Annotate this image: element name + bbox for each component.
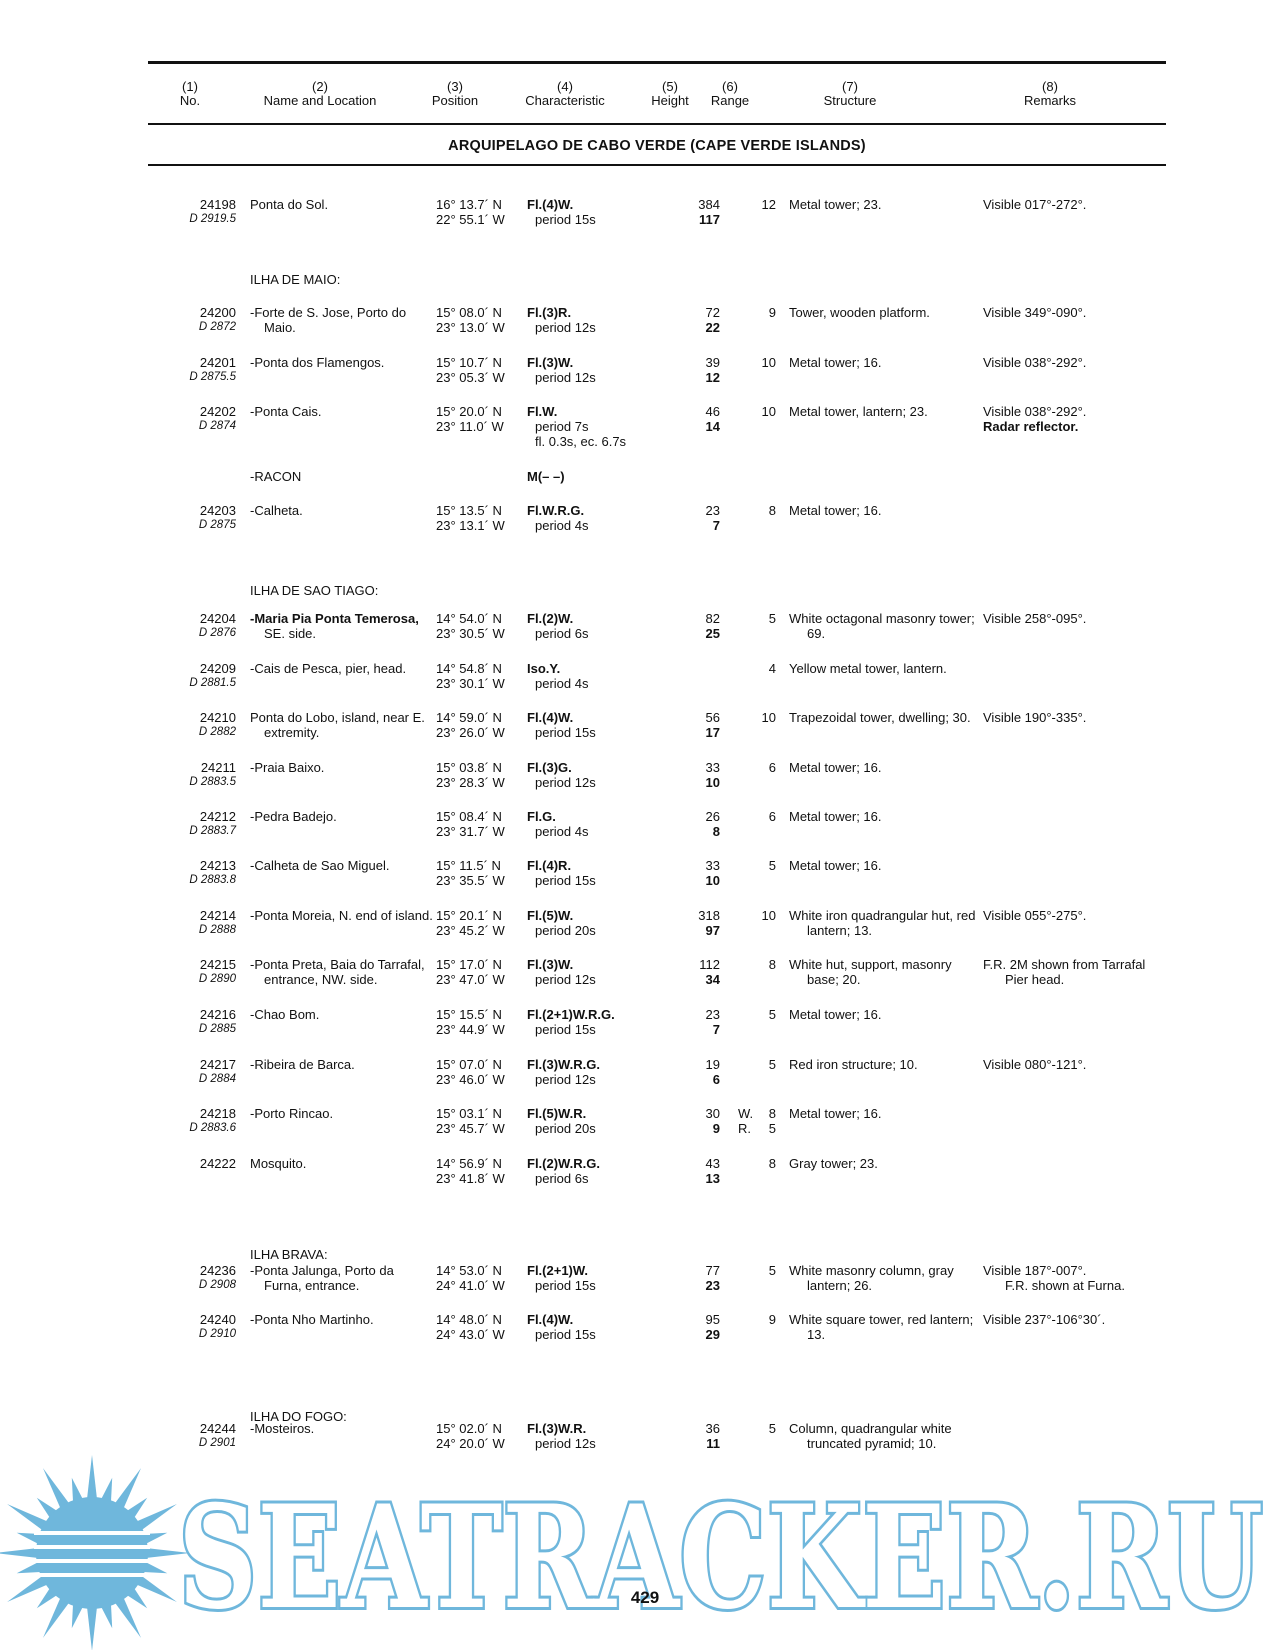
height-meters: 29	[705, 1327, 720, 1342]
height-feet: 33	[705, 858, 720, 873]
intl-number: D 2875.5	[189, 371, 236, 383]
remarks: Visible 187°-007°.	[983, 1263, 1087, 1278]
intl-number: D 2875	[198, 519, 236, 531]
remarks-radar: Radar reflector.	[983, 419, 1079, 434]
column-header-name: (2) Name and Location	[263, 79, 377, 108]
period: period 20s	[535, 923, 596, 938]
light-number: 24214	[199, 908, 236, 923]
latitude: 15° 03.1´ N	[436, 1106, 502, 1121]
longitude: 23° 45.7´ W	[436, 1121, 505, 1136]
height-feet: 26	[705, 809, 720, 824]
range: 9	[768, 305, 776, 320]
longitude: 23° 31.7´ W	[436, 824, 505, 839]
structure: Yellow metal tower, lantern.	[789, 661, 947, 676]
light-name: -Chao Bom.	[250, 1007, 320, 1022]
range: 10	[761, 710, 776, 725]
light-name: SE. side.	[264, 626, 317, 641]
structure: Red iron structure; 10.	[789, 1057, 918, 1072]
period: period 20s	[535, 1121, 596, 1136]
range: 4	[768, 661, 776, 676]
characteristic: Fl.(4)W.	[527, 710, 574, 725]
characteristic: Fl.(3)W.R.G.	[527, 1057, 600, 1072]
structure: Trapezoidal tower, dwelling; 30.	[789, 710, 971, 725]
period: period 12s	[535, 972, 596, 987]
period: period 15s	[535, 873, 596, 888]
longitude: 23° 30.5´ W	[436, 626, 505, 641]
light-number: 24198	[199, 197, 236, 212]
structure: 13.	[807, 1327, 826, 1342]
range: 8	[768, 1106, 776, 1121]
light-name: extremity.	[264, 725, 320, 740]
height-feet: 77	[705, 1263, 720, 1278]
light-name: Mosquito.	[250, 1156, 307, 1171]
remarks: Visible 017°-272°.	[983, 197, 1087, 212]
range: 8	[768, 503, 776, 518]
height-meters: 10	[705, 873, 720, 888]
structure: Metal tower; 16.	[789, 858, 882, 873]
latitude: 15° 13.5´ N	[436, 503, 502, 518]
island-heading: ILHA DO FOGO:	[250, 1409, 347, 1424]
light-name: -Calheta.	[250, 503, 303, 518]
latitude: 15° 15.5´ N	[436, 1007, 502, 1022]
range: 5	[768, 1057, 776, 1072]
longitude: 23° 13.0´ W	[436, 320, 505, 335]
latitude: 15° 07.0´ N	[436, 1057, 502, 1072]
seatracker-watermark	[0, 1455, 1275, 1650]
structure: Metal tower; 16.	[789, 503, 882, 518]
characteristic: Fl.(4)W.	[527, 1312, 574, 1327]
height-feet: 82	[705, 611, 720, 626]
characteristic: Fl.(4)W.	[527, 197, 574, 212]
range: 8	[768, 1156, 776, 1171]
longitude: 23° 35.5´ W	[436, 873, 505, 888]
period: period 15s	[535, 1022, 596, 1037]
light-number: 24203	[199, 503, 236, 518]
range: 10	[761, 404, 776, 419]
light-number: 24216	[199, 1007, 236, 1022]
light-name: Maio.	[264, 320, 296, 335]
height-feet: 36	[705, 1421, 720, 1436]
structure: Metal tower; 16.	[789, 1106, 882, 1121]
light-name: -Ponta Moreia, N. end of island.	[250, 908, 433, 923]
range: 10	[761, 908, 776, 923]
column-header-range: (6) Range	[710, 79, 750, 108]
longitude: 23° 30.1´ W	[436, 676, 505, 691]
light-name: -Ponta dos Flamengos.	[250, 355, 385, 370]
intl-number: D 2883.6	[189, 1122, 236, 1134]
height-feet: 43	[705, 1156, 720, 1171]
characteristic: Fl.W.	[527, 404, 558, 419]
remarks: Visible 237°-106°30´.	[983, 1312, 1106, 1327]
light-name: entrance, NW. side.	[264, 972, 378, 987]
light-name: -Calheta de Sao Miguel.	[250, 858, 390, 873]
longitude: 23° 41.8´ W	[436, 1171, 505, 1186]
height-feet: 95	[705, 1312, 720, 1327]
latitude: 15° 17.0´ N	[436, 957, 502, 972]
longitude: 24° 43.0´ W	[436, 1327, 505, 1342]
height-feet: 19	[705, 1057, 720, 1072]
height-meters: 17	[705, 725, 720, 740]
height-feet: 318	[698, 908, 720, 923]
height-feet: 384	[698, 197, 720, 212]
longitude: 23° 13.1´ W	[436, 518, 505, 533]
height-feet: 23	[705, 503, 720, 518]
range-color: W.	[738, 1106, 754, 1121]
characteristic: Fl.W.R.G.	[527, 503, 585, 518]
latitude: 15° 03.8´ N	[436, 760, 502, 775]
intl-number: D 2890	[198, 973, 236, 985]
height-feet: 30	[705, 1106, 720, 1121]
longitude: 23° 46.0´ W	[436, 1072, 505, 1087]
latitude: 15° 08.4´ N	[436, 809, 502, 824]
structure: lantern; 13.	[807, 923, 873, 938]
height-meters: 7	[712, 518, 720, 533]
column-header-no: (1) No.	[179, 79, 201, 108]
light-number: 24204	[199, 611, 236, 626]
period: period 12s	[535, 1072, 596, 1087]
remarks: Visible 038°-292°.	[983, 404, 1087, 419]
range: 5	[768, 858, 776, 873]
intl-number: D 2885	[198, 1023, 236, 1035]
latitude: 15° 10.7´ N	[436, 355, 502, 370]
height-feet: 33	[705, 760, 720, 775]
section-title: ARQUIPELAGO DE CABO VERDE (CAPE VERDE ISLANDS)	[448, 138, 866, 154]
remarks: Pier head.	[1005, 972, 1065, 987]
range: 5	[768, 1007, 776, 1022]
structure: Metal tower, lantern; 23.	[789, 404, 928, 419]
longitude: 24° 20.0´ W	[436, 1436, 505, 1451]
height-meters: 13	[705, 1171, 720, 1186]
range: 5	[768, 1421, 776, 1436]
light-number: 24212	[199, 809, 236, 824]
period: period 4s	[535, 518, 589, 533]
period: period 6s	[535, 1171, 589, 1186]
characteristic: Fl.(2+1)W.R.G.	[527, 1007, 615, 1022]
intl-number: D 2883.5	[189, 776, 236, 788]
structure: Tower, wooden platform.	[789, 305, 930, 320]
light-name: -Pedra Badejo.	[250, 809, 337, 824]
longitude: 23° 11.0´ W	[436, 419, 504, 434]
latitude: 15° 11.5´ N	[436, 858, 501, 873]
latitude: 14° 56.9´ N	[436, 1156, 502, 1171]
structure: White square tower, red lantern;	[789, 1312, 974, 1327]
period: period 6s	[535, 626, 589, 641]
height-meters: 6	[712, 1072, 720, 1087]
light-name: -Cais de Pesca, pier, head.	[250, 661, 407, 676]
characteristic: Iso.Y.	[527, 661, 561, 676]
height-meters: 10	[705, 775, 720, 790]
range: 6	[768, 760, 776, 775]
longitude: 23° 47.0´ W	[436, 972, 505, 987]
period: period 15s	[535, 1278, 596, 1293]
latitude: 15° 20.0´ N	[436, 404, 502, 419]
remarks: Visible 258°-095°.	[983, 611, 1087, 626]
height-meters: 22	[705, 320, 720, 335]
period: period 7s	[535, 419, 589, 434]
height-meters: 14	[705, 419, 720, 434]
light-number: 24211	[200, 760, 236, 775]
characteristic: Fl.(2)W.R.G.	[527, 1156, 600, 1171]
range: 12	[761, 197, 776, 212]
height-meters: 7	[712, 1022, 720, 1037]
longitude: 23° 45.2´ W	[436, 923, 505, 938]
light-name: -Maria Pia Ponta Temerosa,	[250, 611, 419, 626]
structure: lantern; 26.	[807, 1278, 873, 1293]
sun-icon	[0, 1455, 190, 1650]
light-name: Ponta do Sol.	[250, 197, 329, 212]
range-color: R.	[738, 1121, 751, 1136]
height-meters: 23	[705, 1278, 720, 1293]
range: 8	[768, 957, 776, 972]
period: period 15s	[535, 212, 596, 227]
height-feet: 23	[705, 1007, 720, 1022]
height-feet: 72	[705, 305, 720, 320]
intl-number: D 2881.5	[189, 677, 236, 689]
light-name: -Ponta Jalunga, Porto da	[250, 1263, 394, 1278]
period: period 12s	[535, 1436, 596, 1451]
structure: Gray tower; 23.	[789, 1156, 878, 1171]
period: period 4s	[535, 824, 589, 839]
period: period 12s	[535, 775, 596, 790]
light-name: Ponta do Lobo, island, near E.	[250, 710, 425, 725]
light-name: Furna, entrance.	[264, 1278, 360, 1293]
remarks: F.R. shown at Furna.	[1005, 1278, 1125, 1293]
intl-number: D 2910	[198, 1328, 236, 1340]
height-meters: 12	[705, 370, 720, 385]
height-feet: 112	[699, 957, 720, 972]
longitude: 23° 26.0´ W	[436, 725, 505, 740]
remarks: Visible 349°-090°.	[983, 305, 1087, 320]
latitude: 14° 54.0´ N	[436, 611, 502, 626]
intl-number: D 2883.8	[189, 874, 236, 886]
remarks: Visible 190°-335°.	[983, 710, 1087, 725]
height-meters: 25	[705, 626, 720, 641]
latitude: 14° 59.0´ N	[436, 710, 502, 725]
light-number: 24217	[199, 1057, 236, 1072]
remarks: Visible 055°-275°.	[983, 908, 1087, 923]
remarks: Visible 038°-292°.	[983, 355, 1087, 370]
light-name: -Porto Rincao.	[250, 1106, 334, 1121]
longitude: 24° 41.0´ W	[436, 1278, 505, 1293]
intl-number: D 2872	[198, 321, 236, 333]
height-feet: 46	[705, 404, 720, 419]
height-meters: 97	[705, 923, 720, 938]
period: period 12s	[535, 320, 596, 335]
characteristic: Fl.(3)R.	[527, 305, 572, 320]
structure: Metal tower; 23.	[789, 197, 882, 212]
light-number: 24218	[199, 1106, 236, 1121]
watermark-text: SEATRACKER.RU	[178, 1475, 1263, 1641]
structure: Metal tower; 16.	[789, 809, 882, 824]
intl-number: D 2874	[198, 420, 236, 432]
intl-number: D 2919.5	[189, 213, 236, 225]
longitude: 22° 55.1´ W	[436, 212, 505, 227]
intl-number: D 2901	[198, 1437, 236, 1449]
light-number: 24236	[199, 1263, 236, 1278]
characteristic: M(– –)	[527, 469, 565, 484]
range: 5	[768, 1121, 776, 1136]
period: period 12s	[535, 370, 596, 385]
light-number: 24213	[199, 858, 236, 873]
column-header-position: (3) Position	[431, 79, 479, 108]
page-number: 429	[630, 1588, 660, 1607]
light-number: 24240	[199, 1312, 236, 1327]
characteristic: Fl.(3)G.	[527, 760, 572, 775]
longitude: 23° 05.3´ W	[436, 370, 505, 385]
period: period 4s	[535, 676, 589, 691]
characteristic: Fl.G.	[527, 809, 556, 824]
range: 6	[768, 809, 776, 824]
height-meters: 11	[706, 1436, 720, 1451]
latitude: 16° 13.7´ N	[436, 197, 502, 212]
island-heading: ILHA DE MAIO:	[250, 272, 341, 287]
height-meters: 8	[712, 824, 720, 839]
characteristic: Fl.(3)W.	[527, 957, 574, 972]
light-number: 24202	[199, 404, 236, 419]
characteristic: Fl.(3)W.	[527, 355, 574, 370]
structure: Metal tower; 16.	[789, 355, 882, 370]
height-feet: 39	[705, 355, 720, 370]
range: 5	[768, 1263, 776, 1278]
light-number: 24209	[199, 661, 236, 676]
light-number: 24200	[199, 305, 236, 320]
intl-number: D 2908	[198, 1279, 236, 1291]
column-header-characteristic: (4) Characteristic	[525, 79, 605, 108]
intl-number: D 2882	[198, 726, 236, 738]
latitude: 14° 54.8´ N	[436, 661, 502, 676]
intl-number: D 2876	[198, 627, 236, 639]
latitude: 14° 53.0´ N	[436, 1263, 502, 1278]
structure: White hut, support, masonry	[789, 957, 952, 972]
remarks: Visible 080°-121°.	[983, 1057, 1087, 1072]
structure: base; 20.	[807, 972, 861, 987]
intl-number: D 2883.7	[189, 825, 236, 837]
light-name: -Ponta Cais.	[250, 404, 322, 419]
characteristic: Fl.(5)W.R.	[527, 1106, 587, 1121]
light-number: 24215	[199, 957, 236, 972]
height-meters: 9	[712, 1121, 720, 1136]
light-name: -Ribeira de Barca.	[250, 1057, 355, 1072]
intl-number: D 2884	[198, 1073, 236, 1085]
latitude: 15° 20.1´ N	[436, 908, 502, 923]
height-meters: 117	[699, 212, 720, 227]
structure: Metal tower; 16.	[789, 760, 882, 775]
light-name: -Mosteiros.	[250, 1421, 315, 1436]
period: period 15s	[535, 1327, 596, 1342]
structure: Column, quadrangular white	[789, 1421, 952, 1436]
light-number: 24210	[199, 710, 236, 725]
latitude: 15° 08.0´ N	[436, 305, 502, 320]
longitude: 23° 44.9´ W	[436, 1022, 505, 1037]
characteristic: Fl.(2)W.	[527, 611, 574, 626]
characteristic: Fl.(4)R.	[527, 858, 572, 873]
island-heading: ILHA DE SAO TIAGO:	[250, 583, 379, 598]
structure: 69.	[807, 626, 826, 641]
range: 9	[768, 1312, 776, 1327]
structure: White masonry column, gray	[789, 1263, 954, 1278]
light-name: -Ponta Nho Martinho.	[250, 1312, 374, 1327]
light-name: -Ponta Preta, Baia do Tarrafal,	[250, 957, 425, 972]
island-heading: ILHA BRAVA:	[250, 1247, 328, 1262]
structure: White iron quadrangular hut, red	[789, 908, 976, 923]
structure: White octagonal masonry tower;	[789, 611, 975, 626]
characteristic: Fl.(5)W.	[527, 908, 574, 923]
light-name: -RACON	[250, 469, 302, 484]
light-number: 24201	[199, 355, 236, 370]
latitude: 15° 02.0´ N	[436, 1421, 502, 1436]
column-header-structure: (7) Structure	[823, 79, 877, 108]
latitude: 14° 48.0´ N	[436, 1312, 502, 1327]
period: period 15s	[535, 725, 596, 740]
range: 5	[768, 611, 776, 626]
structure: truncated pyramid; 10.	[807, 1436, 937, 1451]
characteristic: Fl.(2+1)W.	[527, 1263, 589, 1278]
light-number: 24222	[199, 1156, 236, 1171]
intl-number: D 2888	[198, 924, 236, 936]
structure: Metal tower; 16.	[789, 1007, 882, 1022]
height-feet: 56	[705, 710, 720, 725]
range: 10	[761, 355, 776, 370]
characteristic: Fl.(3)W.R.	[527, 1421, 587, 1436]
longitude: 23° 28.3´ W	[436, 775, 505, 790]
remarks: F.R. 2M shown from Tarrafal	[983, 957, 1146, 972]
column-header-remarks: (8) Remarks	[1023, 79, 1076, 108]
height-meters: 34	[705, 972, 720, 987]
light-name: -Praia Baixo.	[250, 760, 325, 775]
column-header-height: (5) Height	[651, 79, 689, 108]
light-number: 24244	[199, 1421, 236, 1436]
light-name: -Forte de S. Jose, Porto do	[250, 305, 407, 320]
period: fl. 0.3s, ec. 6.7s	[535, 434, 627, 449]
